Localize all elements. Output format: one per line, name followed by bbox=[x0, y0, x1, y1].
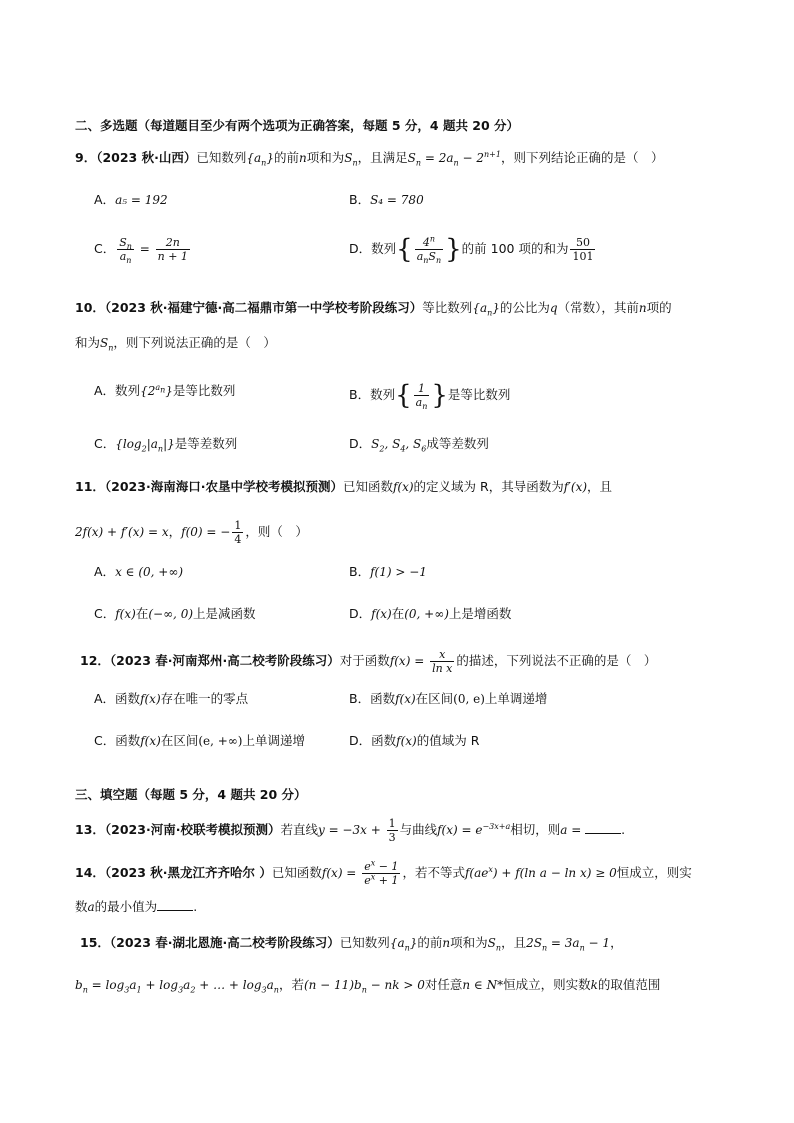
question-text: 的公比为 bbox=[499, 300, 550, 315]
question-text: 已知函数 bbox=[342, 479, 393, 494]
question-text: 若直线 bbox=[280, 822, 318, 837]
question-source: （2023 春·湖北恩施·高二校考阶段练习） bbox=[109, 935, 340, 950]
question-text: 项和为 bbox=[306, 150, 345, 165]
question-source: （2023 秋·山西） bbox=[96, 150, 197, 165]
question-14-stem-line2: 数a的最小值为 . bbox=[75, 899, 198, 914]
question-text: 和为 bbox=[75, 335, 101, 350]
question-11-stem-line2: 2f(x) + f′(x) = x，f(0) = − $\frac{1}{4}$ ，则（ ） bbox=[75, 519, 308, 546]
q11-option-a: A．x ∈ (0, +∞) bbox=[94, 564, 184, 579]
question-text: 的定义域为 R，其导函数为 bbox=[413, 479, 564, 494]
q10-option-a: A．数列$\{2^{a_n}\}$是等比数列 bbox=[94, 383, 236, 398]
question-text: ，且满足 bbox=[357, 150, 408, 165]
section-heading-fill-in: 三、填空题（每题 5 分，4 题共 20 分） bbox=[75, 787, 307, 802]
q12-option-c: C．函数f(x)在区间(e, +∞)上单调递增 bbox=[94, 733, 305, 748]
question-text: 等比数列 bbox=[422, 300, 473, 315]
q9-option-d: D．数列{ $\frac{4^n}{a_nS_n}$ }的前 100 项的和为 $\frac{50}{101}$ bbox=[349, 234, 594, 266]
question-10-stem-line2: 和为$S_n$，则下列说法正确的是（ ） bbox=[75, 335, 276, 353]
q10-option-b: B．数列{ $\frac{1}{a_n}$ }是等比数列 bbox=[349, 380, 511, 412]
question-number: 9． bbox=[75, 150, 97, 165]
question-12-stem: 12．（2023 春·河南郑州·高二校考阶段练习）对于函数f(x) = $\frac{x}{\text{ln x}}$ 的描述，下列说法不正确的是（ ） bbox=[80, 648, 657, 675]
question-text: 与曲线 bbox=[399, 822, 438, 837]
question-text: 恒成立，则实 bbox=[616, 865, 692, 880]
question-number: 13． bbox=[75, 822, 105, 837]
question-source: （2023 春·河南郑州·高二校考阶段练习） bbox=[109, 653, 340, 668]
question-number: 12． bbox=[80, 653, 110, 668]
q9-option-b: B．S₄ = 780 bbox=[349, 192, 424, 207]
question-number: 14． bbox=[75, 865, 105, 880]
question-14-stem: 14．（2023 秋·黑龙江齐齐哈尔 ）已知函数f(x) = $\frac{e^x - 1}{e^x + 1}$ ，若不等式$f(ae^x) + f(\ln$ a − ln x) ≥ 0恒成立，则实 bbox=[75, 858, 692, 887]
question-text: 已知数列 bbox=[196, 150, 247, 165]
question-11-stem: 11．（2023·海南海口·农垦中学校考模拟预测）已知函数f(x)的定义域为 R，其导函数为f′(x)，且 bbox=[75, 479, 613, 494]
answer-blank[interactable] bbox=[157, 898, 193, 911]
question-text: 相切，则 bbox=[510, 822, 561, 837]
question-15-stem-line2: $b_n = \log_3a_1 + \log_3a_2$ + … + $\log_3a_n$，若$(n - 11)b_n$ − nk > 0对任意n ∈ N*恒成立，则实数k的取值范围 bbox=[75, 977, 661, 995]
question-text: ，则下列结论正确的是（ ） bbox=[500, 150, 664, 165]
question-text: 的前 bbox=[417, 935, 443, 950]
question-source: （2023 秋·黑龙江齐齐哈尔 ） bbox=[104, 865, 272, 880]
question-text: 已知数列 bbox=[339, 935, 390, 950]
question-source: （2023 秋·福建宁德·高二福鼎市第一中学校考阶段练习） bbox=[104, 300, 423, 315]
question-source: （2023·河南·校联考模拟预测） bbox=[104, 822, 281, 837]
question-text: ，且 bbox=[501, 935, 527, 950]
question-text: 项和为 bbox=[450, 935, 488, 950]
question-text: ，则下列说法正确的是（ ） bbox=[113, 335, 276, 350]
question-text: 已知函数 bbox=[271, 865, 322, 880]
q10-option-c: C．$\{\log_2|a_n|\}$是等差数列 bbox=[94, 436, 238, 454]
q9-option-a: A．a₅ = 192 bbox=[94, 192, 168, 207]
question-number: 11． bbox=[75, 479, 105, 494]
question-text: ，若不等式 bbox=[402, 865, 465, 880]
question-text: ，且 bbox=[587, 479, 613, 494]
question-text: 项的 bbox=[646, 300, 672, 315]
question-number: 10． bbox=[75, 300, 105, 315]
question-text: 对于函数 bbox=[339, 653, 390, 668]
q11-option-c: C．f(x)在(−∞, 0)上是减函数 bbox=[94, 606, 256, 621]
answer-blank[interactable] bbox=[585, 821, 621, 834]
question-text: 的前 bbox=[273, 150, 299, 165]
q11-option-d: D．f(x)在(0, +∞)上是增函数 bbox=[349, 606, 512, 621]
q12-option-d: D．函数f(x)的值域为 R bbox=[349, 733, 480, 748]
question-text: 的描述，下列说法不正确的是（ ） bbox=[456, 653, 657, 668]
question-10-stem: 10．（2023 秋·福建宁德·高二福鼎市第一中学校考阶段练习）等比数列$\{a_n\}$的公比为q（常数），其前n项的 bbox=[75, 300, 672, 318]
question-text: （常数），其前 bbox=[557, 300, 639, 315]
question-source: （2023·海南海口·农垦中学校考模拟预测） bbox=[104, 479, 343, 494]
question-number: 15． bbox=[80, 935, 110, 950]
q12-option-a: A．函数f(x)存在唯一的零点 bbox=[94, 691, 249, 706]
question-13-stem: 13．（2023·河南·校联考模拟预测）若直线y = −3x + $\frac{1}{3}$ 与曲线$f(x) = e^{-3x+a}$相切，则a = . bbox=[75, 817, 626, 844]
q12-option-b: B．函数f(x)在区间(0, e)上单调递增 bbox=[349, 691, 548, 706]
q10-option-d: D．$S_2$, $S_4$, $S_6$成等差数列 bbox=[349, 436, 489, 454]
q11-option-b: B．f(1) > −1 bbox=[349, 564, 427, 579]
question-9-stem: 9．（2023 秋·山西）已知数列$\{a_n\}$的前n项和为$S_n$，且满足$S_n = 2a_n - 2^{n+1}$，则下列结论正确的是（ ） bbox=[75, 150, 664, 168]
q9-option-c: C． $\frac{S_n}{a_n}$ = $\frac{2n}{n + 1}$ bbox=[94, 236, 188, 266]
question-15-stem: 15．（2023 春·湖北恩施·高二校考阶段练习）已知数列$\{a_n\}$的前n项和为$S_n$，且$2S_n = 3a_n - 1$， bbox=[80, 935, 623, 953]
section-heading-multiple-choice: 二、多选题（每道题目至少有两个选项为正确答案，每题 5 分，4 题共 20 分） bbox=[75, 118, 520, 133]
